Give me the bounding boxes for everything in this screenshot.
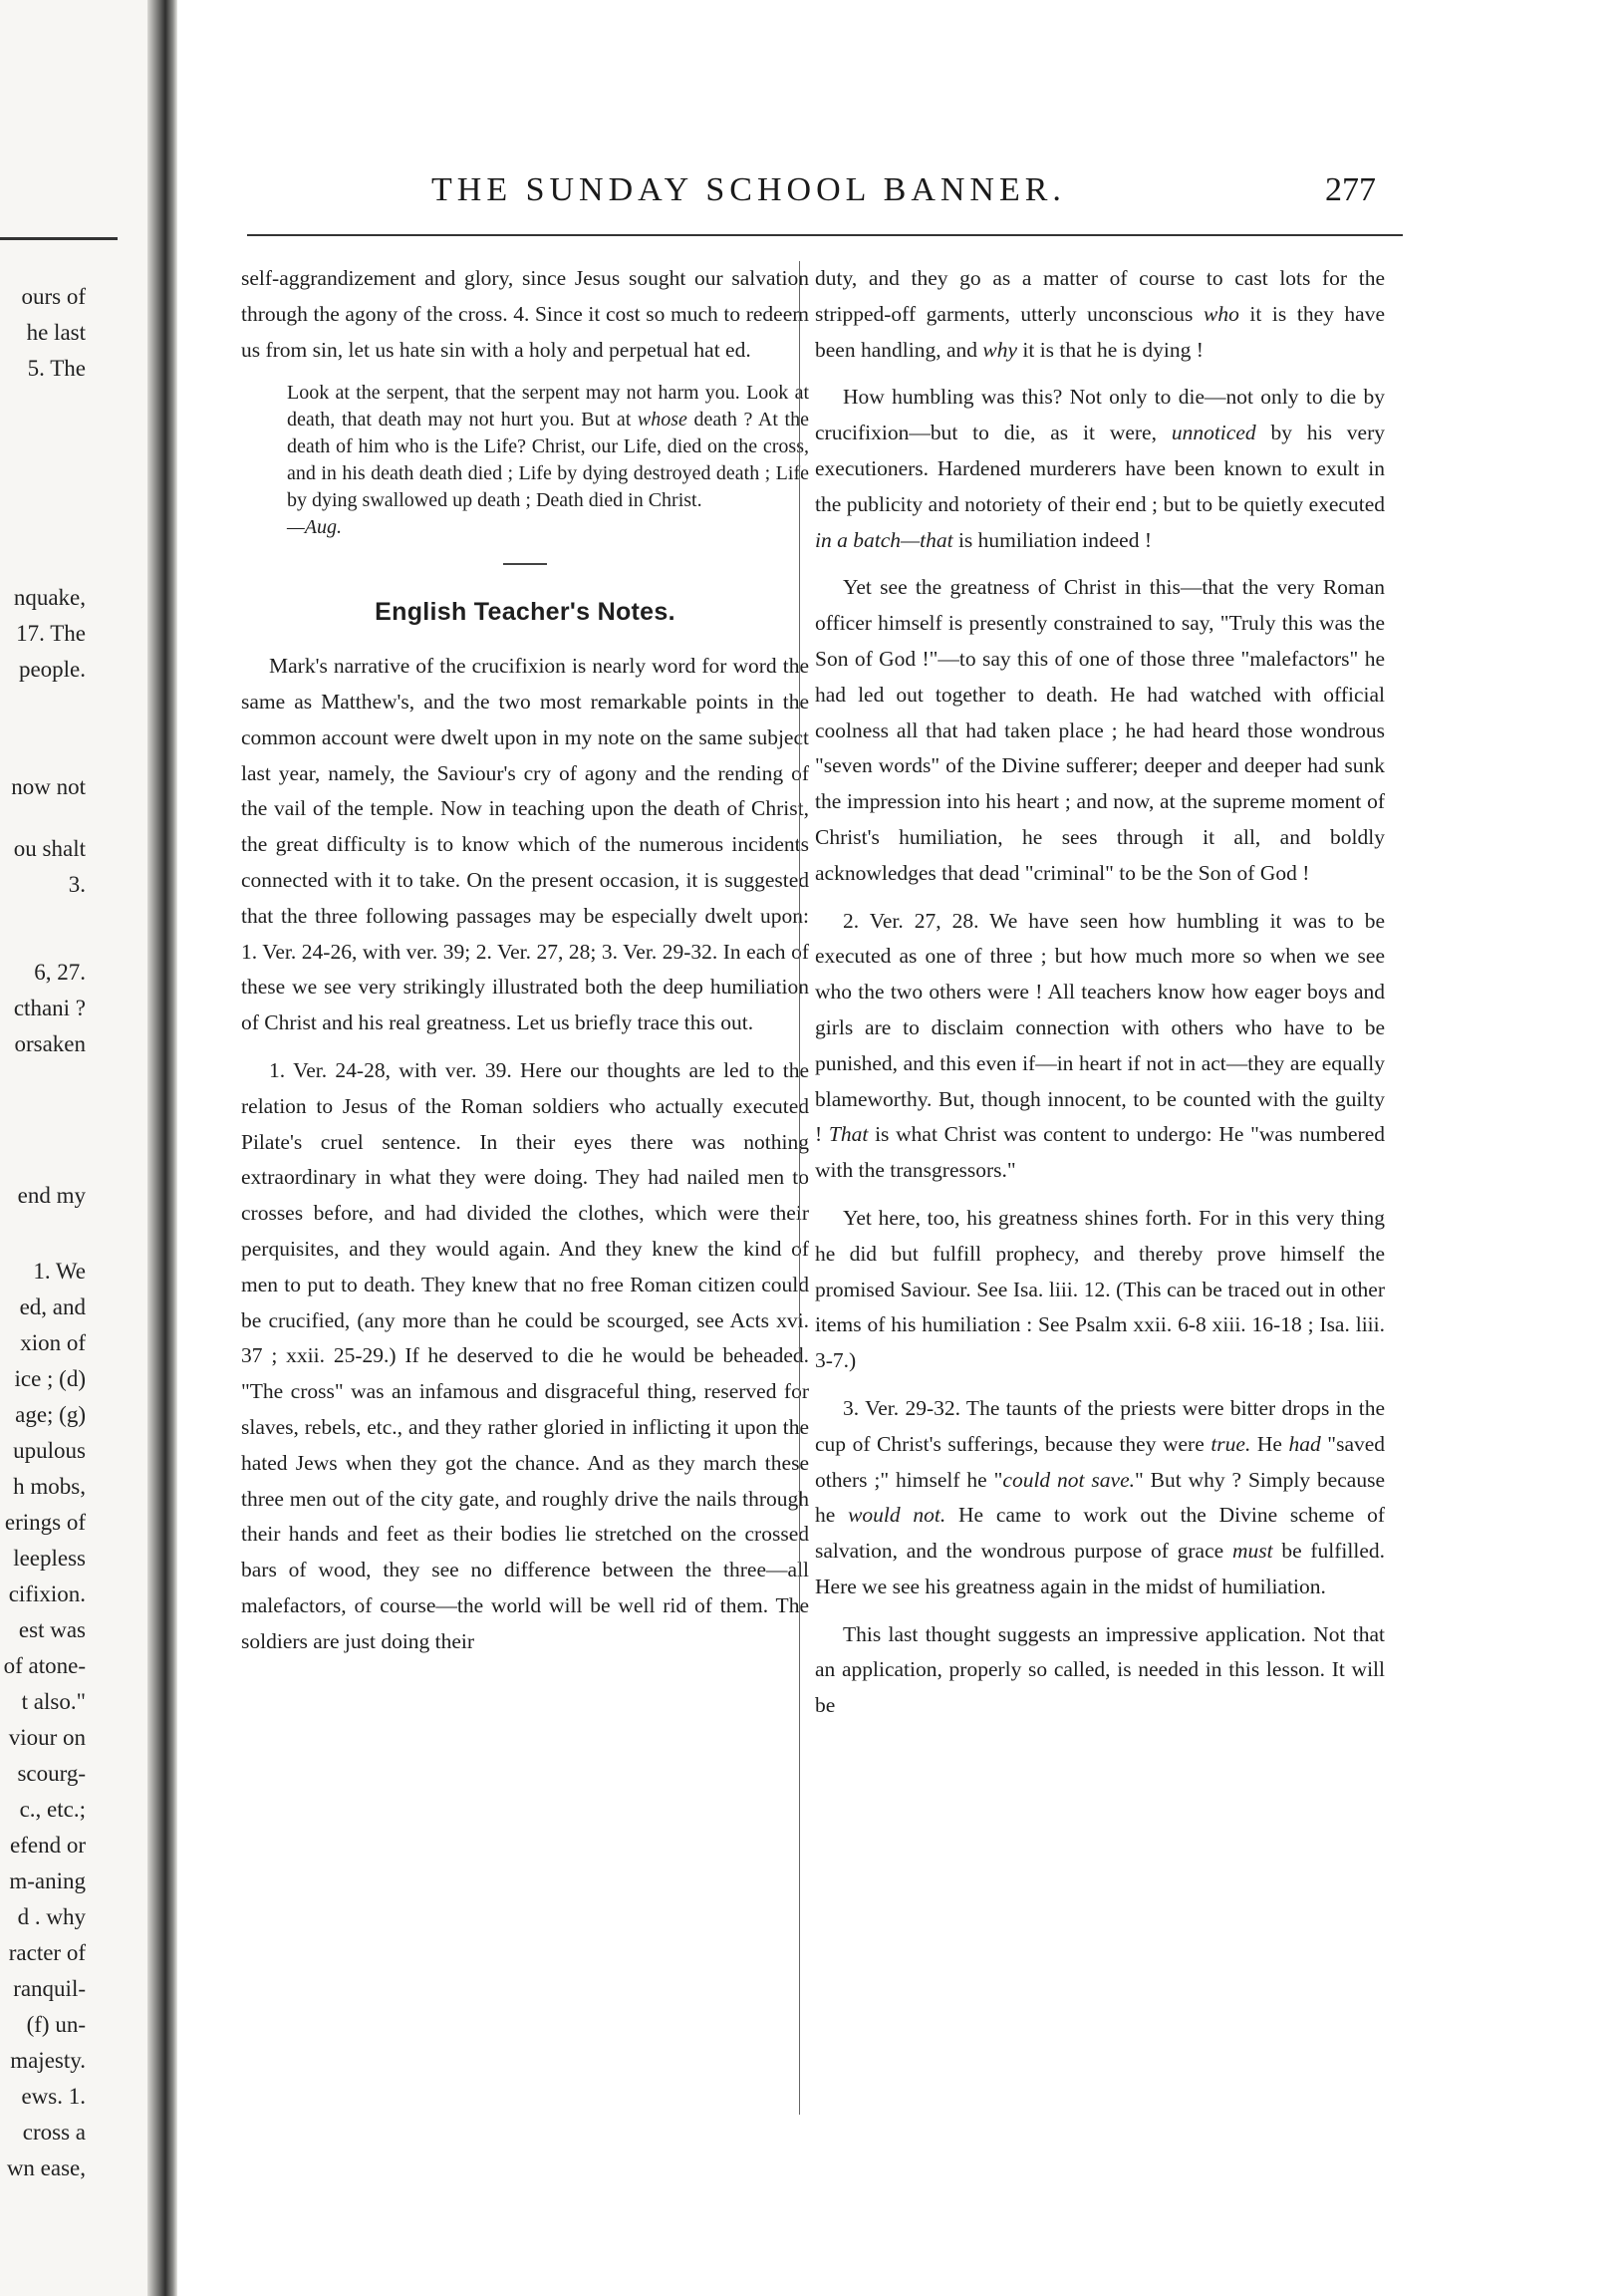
emphasis: why	[982, 337, 1018, 362]
facing-page-fragment: he last	[26, 320, 86, 345]
emphasis: That	[828, 1122, 869, 1147]
facing-page-fragment: 1. We	[33, 1259, 86, 1284]
emphasis: in a batch—that	[815, 527, 953, 552]
facing-page-fragment: ou shalt	[13, 836, 86, 861]
right-column	[815, 261, 1385, 1736]
facing-page-rule	[0, 237, 118, 240]
text-run: 2. Ver. 27, 28. We have seen how humbling it was to be executed as one of three ; but how much more so when we see who the two others were ! All teachers know how eager boys and girls are to disclaim connection with others who have to be punished, and this even if—in heart if not in act—they are equally blameworthy. But, though innocent, to be counted with the guilty !	[815, 908, 1385, 1147]
facing-page-fragment: (f) un-	[26, 2012, 86, 2037]
column-divider	[799, 261, 800, 2115]
facing-page-fragment: age; (g)	[15, 1402, 86, 1427]
facing-page-fragment: h mobs,	[13, 1474, 86, 1499]
text-run: by his very executioners. Hardened murderers have been known to exult in the publicity and notoriety of their end ; but to be quietly executed	[815, 421, 1385, 516]
facing-page-fragment: d . why	[17, 1904, 86, 1929]
facing-page-fragment: m-aning	[9, 1868, 86, 1893]
facing-page-fragment: ranquil-	[13, 1976, 86, 2001]
facing-page-fragment: scourg-	[17, 1761, 86, 1786]
emphasis: unnoticed	[1171, 421, 1256, 445]
facing-page-fragment: end my	[17, 1183, 86, 1208]
facing-page-fragment: viour on	[8, 1725, 86, 1750]
quote-text-a: Look at the serpent, that the serpent may not harm you. Look at death, that death may not hurt you. But at	[287, 382, 809, 431]
text-run: " But why ? Simply because he	[815, 1467, 1385, 1528]
facing-page-fragment: ed, and	[19, 1294, 86, 1319]
facing-page-fragment: c., etc.;	[19, 1797, 86, 1822]
emphasis: could not save.	[1002, 1467, 1135, 1492]
facing-page-fragment: racter of	[8, 1940, 86, 1965]
text-run: He	[1256, 1431, 1282, 1456]
emphasis: true.	[1210, 1431, 1251, 1456]
paragraph-application: This last thought suggests an impressive application. Not that an application, properly so called, is needed in this lesson. It will be	[815, 1621, 1385, 1718]
facing-page-fragment: t also."	[21, 1689, 86, 1714]
facing-page-fragment: orsaken	[14, 1031, 86, 1056]
facing-page-fragment: 6, 27.	[34, 960, 86, 985]
facing-page-fragment: 5. The	[27, 356, 86, 381]
text-run: duty, and they go as a matter of course to cast lots for the stripped-off garments, utterly unconscious	[815, 266, 1385, 326]
text-run: is what Christ was content to undergo: He "was numbered with the transgressors."	[815, 1122, 1386, 1183]
paragraph-ver-27	[815, 904, 1385, 1189]
emphasis: who	[1204, 301, 1239, 326]
text-run: "saved others ;" himself he "	[815, 1431, 1386, 1492]
facing-page-fragment: upulous	[13, 1438, 86, 1463]
page-number: 277	[1325, 171, 1376, 208]
facing-page-fragment: ews. 1.	[21, 2084, 86, 2109]
paragraph-greatness: Yet see the greatness of Christ in this—that the very Roman officer himself is presently constrained to say, "Truly this was the Son of God !"—to say this of one of those three "malefactors" he had led out together to death. He had watched with official coolness all that had taken place ; he had heard those wondrous "seven words" of the Divine sufferer; deeper and deeper had sunk the impression into his heart ; and now, at the supreme moment of Christ's humiliation, he sees through it all, and boldly acknowledges that dead "criminal" to be the Son of God !	[815, 575, 1385, 885]
section-heading: English Teacher's Notes.	[375, 598, 675, 627]
facing-page-fragment: people.	[18, 657, 86, 682]
facing-page-fragment: cross a	[22, 2120, 86, 2145]
text-run: is humiliation indeed !	[957, 527, 1153, 552]
facing-page-fragment: 3.	[68, 872, 86, 897]
page-header	[177, 171, 1610, 221]
emphasis: had	[1288, 1431, 1321, 1456]
paragraph-2: 1. Ver. 24-28, with ver. 39. Here our thoughts are led to the relation to Jesus of the Roman soldiers who actually executed Pilate's cruel sentence. In their eyes there was nothing extraordinary in what they were doing. They had nailed men to crosses before, and had divided the clothes, which were their perquisites, and they would again. And they knew the kind of men to put to death. They knew that no free Roman citizen could be crucified, (any more than he could be scourged, see Acts xvi. 37 ; xxii. 25-29.) If he deserved to die he would be beheaded. "The cross" was an infamous and disgraceful thing, reserved for slaves, rebels, etc., and they rather gloried in inflicting it upon the hated Jews when they got the chance. And as they march these three men out of the city gate, and roughly drive the nails through their hands and feet as their bodies lie stretched on the crossed bars of wood, they see no difference between the three—all malefactors, of course—the world will be well rid of them. The soldiers are just doing their	[241, 1057, 809, 1653]
facing-page-fragment: now not	[11, 774, 86, 799]
header-rule	[247, 234, 1403, 236]
section-divider	[503, 563, 547, 565]
paragraph-humbling	[815, 380, 1385, 558]
paragraph-continued	[815, 261, 1385, 368]
facing-page-fragment: erings of	[4, 1510, 86, 1535]
quote-attribution: —Aug.	[287, 516, 342, 539]
book-spine	[147, 0, 177, 2296]
paragraph-prophecy: Yet here, too, his greatness shines forth. For in this very thing he did but fulfill prophecy, and thereby prove himself the promised Saviour. See Isa. liii. 12. (This can be traced out in other items of his humiliation : See Psalm xxii. 6-8 xiii. 16-18 ; Isa. liii. 3-7.)	[815, 1205, 1385, 1373]
text-run: 3. Ver. 29-32. The taunts of the priests were bitter drops in the cup of Christ's sufferings, because they were	[815, 1395, 1385, 1456]
paragraph-intro: self-aggrandizement and glory, since Jesus sought our salvation through the agony of the cross. 4. Since it cost so much to redeem us from sin, let us hate sin with a holy and perpetual hat ed.	[241, 266, 809, 362]
facing-page-fragment: of atone-	[3, 1653, 86, 1678]
facing-page-fragment: leepless	[13, 1546, 86, 1571]
facing-page-fragment: wn ease,	[6, 2155, 86, 2180]
facing-page-fragment: 17. The	[16, 621, 86, 646]
text-run: He came to work out the Divine scheme of salvation, and the wondrous purpose of grace	[815, 1503, 1386, 1564]
text-run: How humbling was this? Not only to die—not only to die by crucifixion—but to die, as it were,	[815, 385, 1385, 445]
facing-page-fragment: xion of	[20, 1330, 86, 1355]
facing-page-fragment: efend or	[10, 1833, 86, 1858]
facing-page-fragment: cifixion.	[8, 1581, 86, 1606]
facing-page-fragment: nquake,	[13, 585, 86, 610]
text-run: be fulfilled. Here we see his greatness again in the midst of humiliation.	[815, 1539, 1386, 1598]
block-quote	[287, 380, 809, 541]
facing-page-strip	[0, 0, 147, 2296]
paragraph-ver-29	[815, 1391, 1385, 1605]
quote-emphasis: whose	[637, 409, 687, 431]
emphasis: would not.	[848, 1503, 946, 1528]
text-run: it is they have been handling, and	[815, 301, 1386, 362]
facing-page-fragment: ice ; (d)	[14, 1366, 86, 1391]
book-page	[177, 0, 1610, 2296]
running-title: THE SUNDAY SCHOOL BANNER.	[431, 171, 1066, 208]
facing-page-fragment: est was	[18, 1617, 86, 1642]
left-column	[241, 261, 809, 1672]
text-run: it is that he is dying !	[1022, 337, 1204, 362]
emphasis: must	[1231, 1539, 1273, 1564]
facing-page-fragment: majesty.	[10, 2048, 86, 2073]
quote-text-b: death ? At the death of him who is the Life? Christ, our Life, died on the cross, and in his death death died ; Life by dying destroyed death ; Life by dying swallowed up death ; Death died in Christ.	[287, 409, 809, 512]
facing-page-fragment: cthani ?	[13, 996, 86, 1020]
facing-page-fragment: ours of	[21, 284, 86, 309]
paragraph-1: Mark's narrative of the crucifixion is nearly word for word the same as Matthew's, and the two most remarkable points in the common account were dwelt upon in my note on the same subject last year, namely, the Saviour's cry of agony and the rending of the vail of the temple. Now in teaching upon the death of Christ, the great difficulty is to know which of the numerous incidents connected with it to take. On the present occasion, it is suggested that the three following passages may be especially dwelt upon: 1. Ver. 24-26, with ver. 39; 2. Ver. 27, 28; 3. Ver. 29-32. In each of these we see very strikingly illustrated both the deep humiliation of Christ and his real greatness. Let us briefly trace this out.	[241, 654, 809, 1035]
